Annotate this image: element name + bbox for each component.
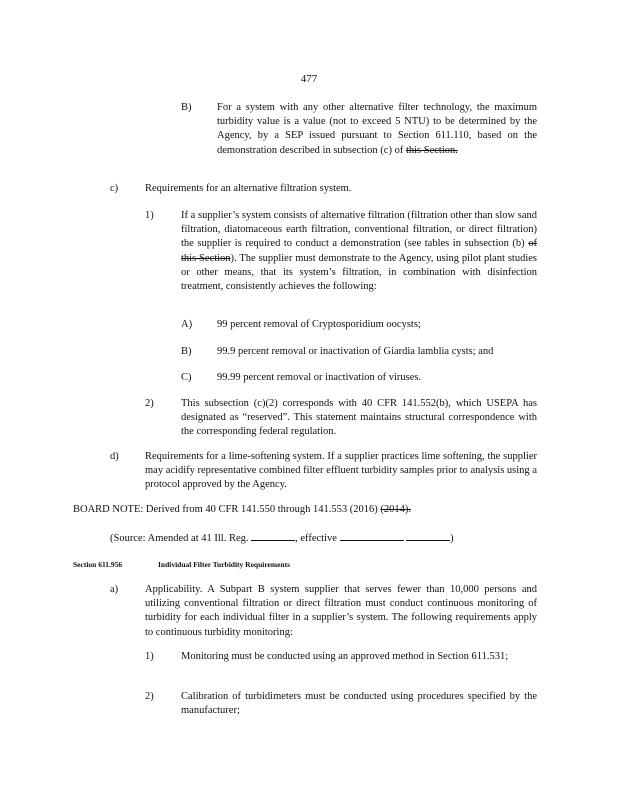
source-note: [110, 530, 540, 546]
list-item: 99.99 percent removal or inactivation of viruses.: [217, 372, 422, 383]
paragraph-c-heading: Requirements for an alternative filtration system.: [145, 183, 352, 194]
struck-text: this Section.: [405, 144, 458, 156]
paragraph-text: For a system with any other alternative filter technology, the maximum turbidity value is a value (not to exceed 5 NTU) to be determined by the Agency, by a SEP issued pursuant to Section 611.110, based on the demonstration described in subsection (c) of: [217, 102, 537, 156]
item-label: B): [181, 346, 192, 357]
board-note-text: BOARD NOTE: Derived from 40 CFR 141.550 through 141.553 (2016): [73, 504, 378, 515]
paragraph-a1-monitoring: Monitoring must be conducted using an approved method in Section 611.531;: [181, 651, 509, 662]
section-number: Section 611.956: [73, 560, 123, 569]
paragraph-c1-demonstration: [181, 209, 537, 294]
paragraph-text: ). The supplier must demonstrate to the Agency, using pilot plant studies or other means, that its system’s filtration, in combination with disinfection treatment, consistently achieves the following:: [181, 252, 537, 293]
item-label: B): [181, 102, 192, 113]
struck-text: of this Section: [181, 238, 538, 264]
list-item: 99 percent removal of Cryptosporidium oocysts;: [217, 319, 421, 330]
source-text: (Source: Amended at 41 Ill. Reg.: [110, 533, 249, 544]
source-text: , effective: [295, 533, 337, 544]
blank-line: [340, 530, 404, 541]
item-label: a): [110, 584, 119, 595]
board-note: [73, 503, 543, 517]
item-label: 2): [145, 691, 154, 702]
item-label: 2): [145, 398, 154, 409]
section-title: Individual Filter Turbidity Requirements: [158, 560, 291, 569]
list-item: 99.9 percent removal or inactivation of Giardia lamblia cysts; and: [217, 346, 494, 357]
paragraph-a-applicability: Applicability. A Subpart B system supplier that serves fewer than 10,000 persons and utilizing conventional filtration or direct filtration must conduct continuous monitoring of turbidity for each individual filter in a supplier’s system. The following requirements apply to continuous turbidity monitoring:: [145, 584, 537, 638]
item-label: d): [110, 451, 119, 462]
blank-line: [251, 530, 295, 541]
page-number: 477: [300, 73, 318, 85]
struck-text: (2014).: [380, 504, 412, 515]
paragraph-text: If a supplier’s system consists of alternative filtration (filtration other than slow sand filtration, diatomaceous earth filtration, conventional filtration, or direct filtration) the supplier is required to conduct a demonstration (see tables in subsection (b): [181, 210, 537, 250]
item-label: c): [110, 183, 119, 194]
item-label: 1): [145, 210, 154, 221]
paragraph-b-alternative-filter: [217, 101, 537, 158]
paragraph-a2-calibration: Calibration of turbidimeters must be conducted using procedures specified by the manufacturer;: [181, 691, 537, 717]
paragraph-c2-reserved: This subsection (c)(2) corresponds with 40 CFR 141.552(b), which USEPA has designated as “reserved”. This statement maintains structural correspondence with the corresponding federal regulation.: [181, 398, 537, 438]
source-text: ): [450, 533, 454, 544]
item-label: C): [181, 372, 192, 383]
item-label: A): [181, 319, 193, 330]
paragraph-d-lime-softening: Requirements for a lime-softening system. If a supplier practices lime softening, the supplier may acidify representative combined filter effluent turbidity samples prior to analysis using a protocol approved by the Agency.: [145, 451, 537, 491]
item-label: 1): [145, 651, 154, 662]
blank-line: [406, 530, 450, 541]
